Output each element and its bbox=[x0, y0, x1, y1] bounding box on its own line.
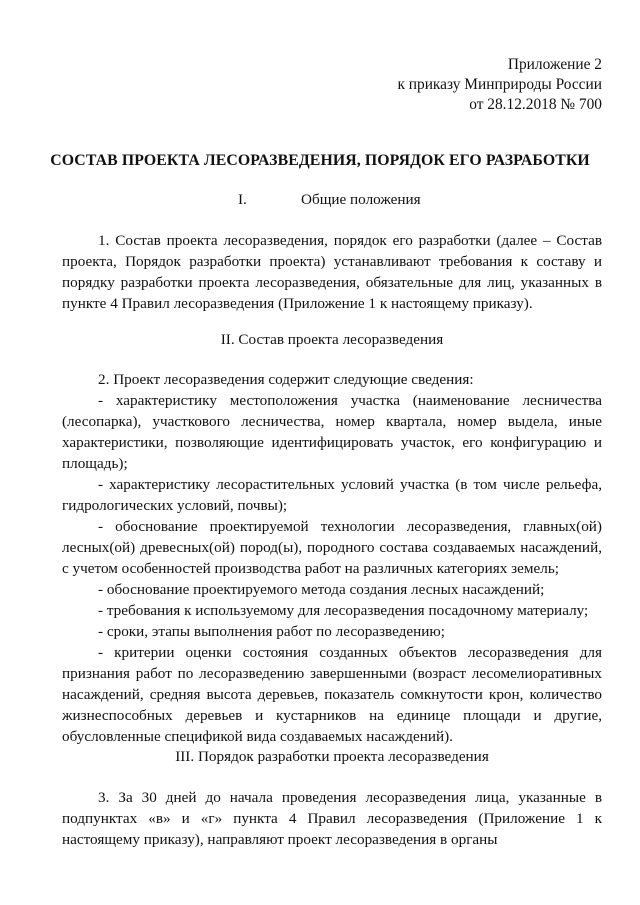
order-reference: к приказу Минприроды России bbox=[397, 76, 602, 93]
list-item: - критерии оценки состояния созданных объектов лесоразведения для признания работ по лесоразведению завершенными (возраст лесомелиоративных насаждений, средняя высота деревьев, показатель сомкнутости крон, количество жизнеспособных деревьев и кустарников на единице площади и другие, обусловленные спецификой вида создаваемых насаждений). bbox=[62, 644, 602, 745]
section-1-title: Общие положения bbox=[301, 191, 421, 208]
list-item: - обоснование проектируемой технологии лесоразведения, главных(ой) лесных(ой) древесных(ой) пород(ы), породного состава создаваемых насаждений, с учетом особенностей производства работ на различных категориях земель; bbox=[62, 518, 602, 577]
section-3-body bbox=[62, 787, 602, 850]
list-item: - характеристику лесорастительных условий участка (в том числе рельефа, гидрологических условий, почвы); bbox=[62, 476, 602, 514]
list-item: - требования к используемому для лесоразведения посадочному материалу; bbox=[98, 602, 589, 619]
appendix-number: Приложение 2 bbox=[507, 56, 602, 73]
appendix-header bbox=[397, 55, 602, 115]
paragraph-3: 3. За 30 дней до начала проведения лесоразведения лица, указанные в подпунктах «в» и «г» пункта 4 Правил лесоразведения (Приложение 1 к настоящему приказу), направляют проект лесоразведения в органы bbox=[62, 789, 602, 848]
document-title: СОСТАВ ПРОЕКТА ЛЕСОРАЗВЕДЕНИЯ, ПОРЯДОК ЕГО РАЗРАБОТКИ bbox=[50, 152, 590, 169]
section-2-heading: II. Состав проекта лесоразведения bbox=[220, 331, 444, 348]
paragraph-2: 2. Проект лесоразведения содержит следующие сведения: bbox=[98, 371, 474, 388]
section-3-heading: III. Порядок разработки проекта лесоразведения bbox=[175, 748, 489, 765]
list-item: - обоснование проектируемого метода создания лесных насаждений; bbox=[98, 581, 545, 598]
list-item: - сроки, этапы выполнения работ по лесоразведению; bbox=[98, 623, 445, 640]
section-1-number: I. bbox=[238, 191, 247, 208]
paragraph-1: 1. Состав проекта лесоразведения, порядок его разработки (далее – Состав проекта, Порядок разработки проекта) устанавливают требования к составу и порядку разработки проекта лесоразведения, обязательные для лиц, указанных в пункте 4 Правил лесоразведения (Приложение 1 к настоящему приказу). bbox=[62, 232, 602, 312]
list-item: - характеристику местоположения участка (наименование лесничества (лесопарка), участкового лесничества, номер квартала, номер выдела, иные характеристики, позволяющие идентифицировать участок, его конфигурацию и площадь); bbox=[62, 392, 602, 472]
section-1-body bbox=[62, 230, 602, 314]
section-2-body bbox=[62, 369, 602, 747]
order-date: от 28.12.2018 № 700 bbox=[469, 96, 602, 113]
